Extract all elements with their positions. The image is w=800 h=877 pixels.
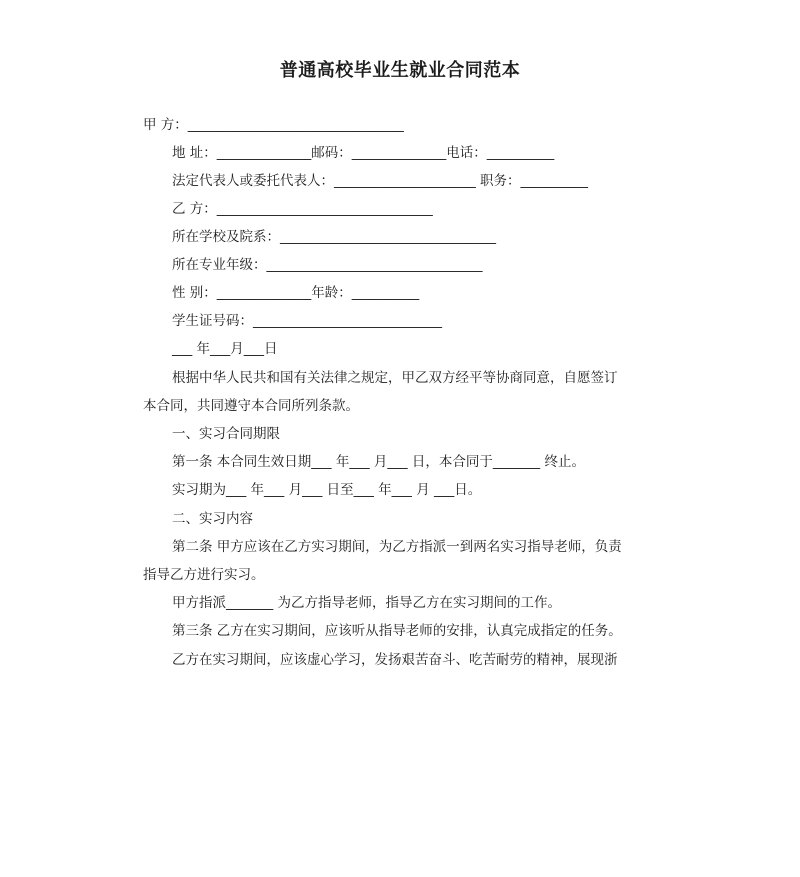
student-id-line: 学生证号码：____________________________ <box>172 313 442 329</box>
article-1-line: 第一条 本合同生效日期___ 年___ 月___ 日，本合同于_______ 终止。 <box>172 454 585 470</box>
address-line: 地 址：______________邮码：______________电话：__________ <box>172 145 555 161</box>
article-3-continuation-line: 乙方在实习期间，应该虚心学习，发扬艰苦奋斗、吃苦耐劳的精神，展现浙 <box>172 652 618 668</box>
assigned-teacher-line: 甲方指派_______ 为乙方指导老师，指导乙方在实习期间的工作。 <box>172 595 562 611</box>
major-line: 所在专业年级：________________________________ <box>172 257 483 273</box>
party-a-line: 甲 方：________________________________ <box>143 117 404 133</box>
preamble-line-2: 本合同，共同遵守本合同所列条款。 <box>143 398 359 414</box>
preamble-line-1: 根据中华人民共和国有关法律之规定，甲乙双方经平等协商同意，自愿签订 <box>172 370 618 386</box>
section-heading-1: 一、实习合同期限 <box>172 426 280 442</box>
internship-period-line: 实习期为___ 年___ 月___ 日至___ 年___ 月 ___日。 <box>172 482 482 498</box>
article-2-line-1: 第二条 甲方应该在乙方实习期间，为乙方指派一到两名实习指导老师，负责 <box>172 539 622 555</box>
school-line: 所在学校及院系：________________________________ <box>172 229 496 245</box>
date-line: ___ 年___月___日 <box>172 341 278 357</box>
party-b-line: 乙 方：________________________________ <box>172 201 433 217</box>
article-2-line-2: 指导乙方进行实习。 <box>143 567 265 583</box>
section-heading-2: 二、实习内容 <box>172 511 253 527</box>
representative-line: 法定代表人或委托代表人：_____________________ 职务：__________ <box>172 173 589 189</box>
article-3-line: 第三条 乙方在实习期间，应该听从指导老师的安排，认真完成指定的任务。 <box>172 623 622 639</box>
gender-age-line: 性 别：______________年龄：__________ <box>172 285 420 301</box>
document-title: 普通高校毕业生就业合同范本 <box>279 60 521 81</box>
